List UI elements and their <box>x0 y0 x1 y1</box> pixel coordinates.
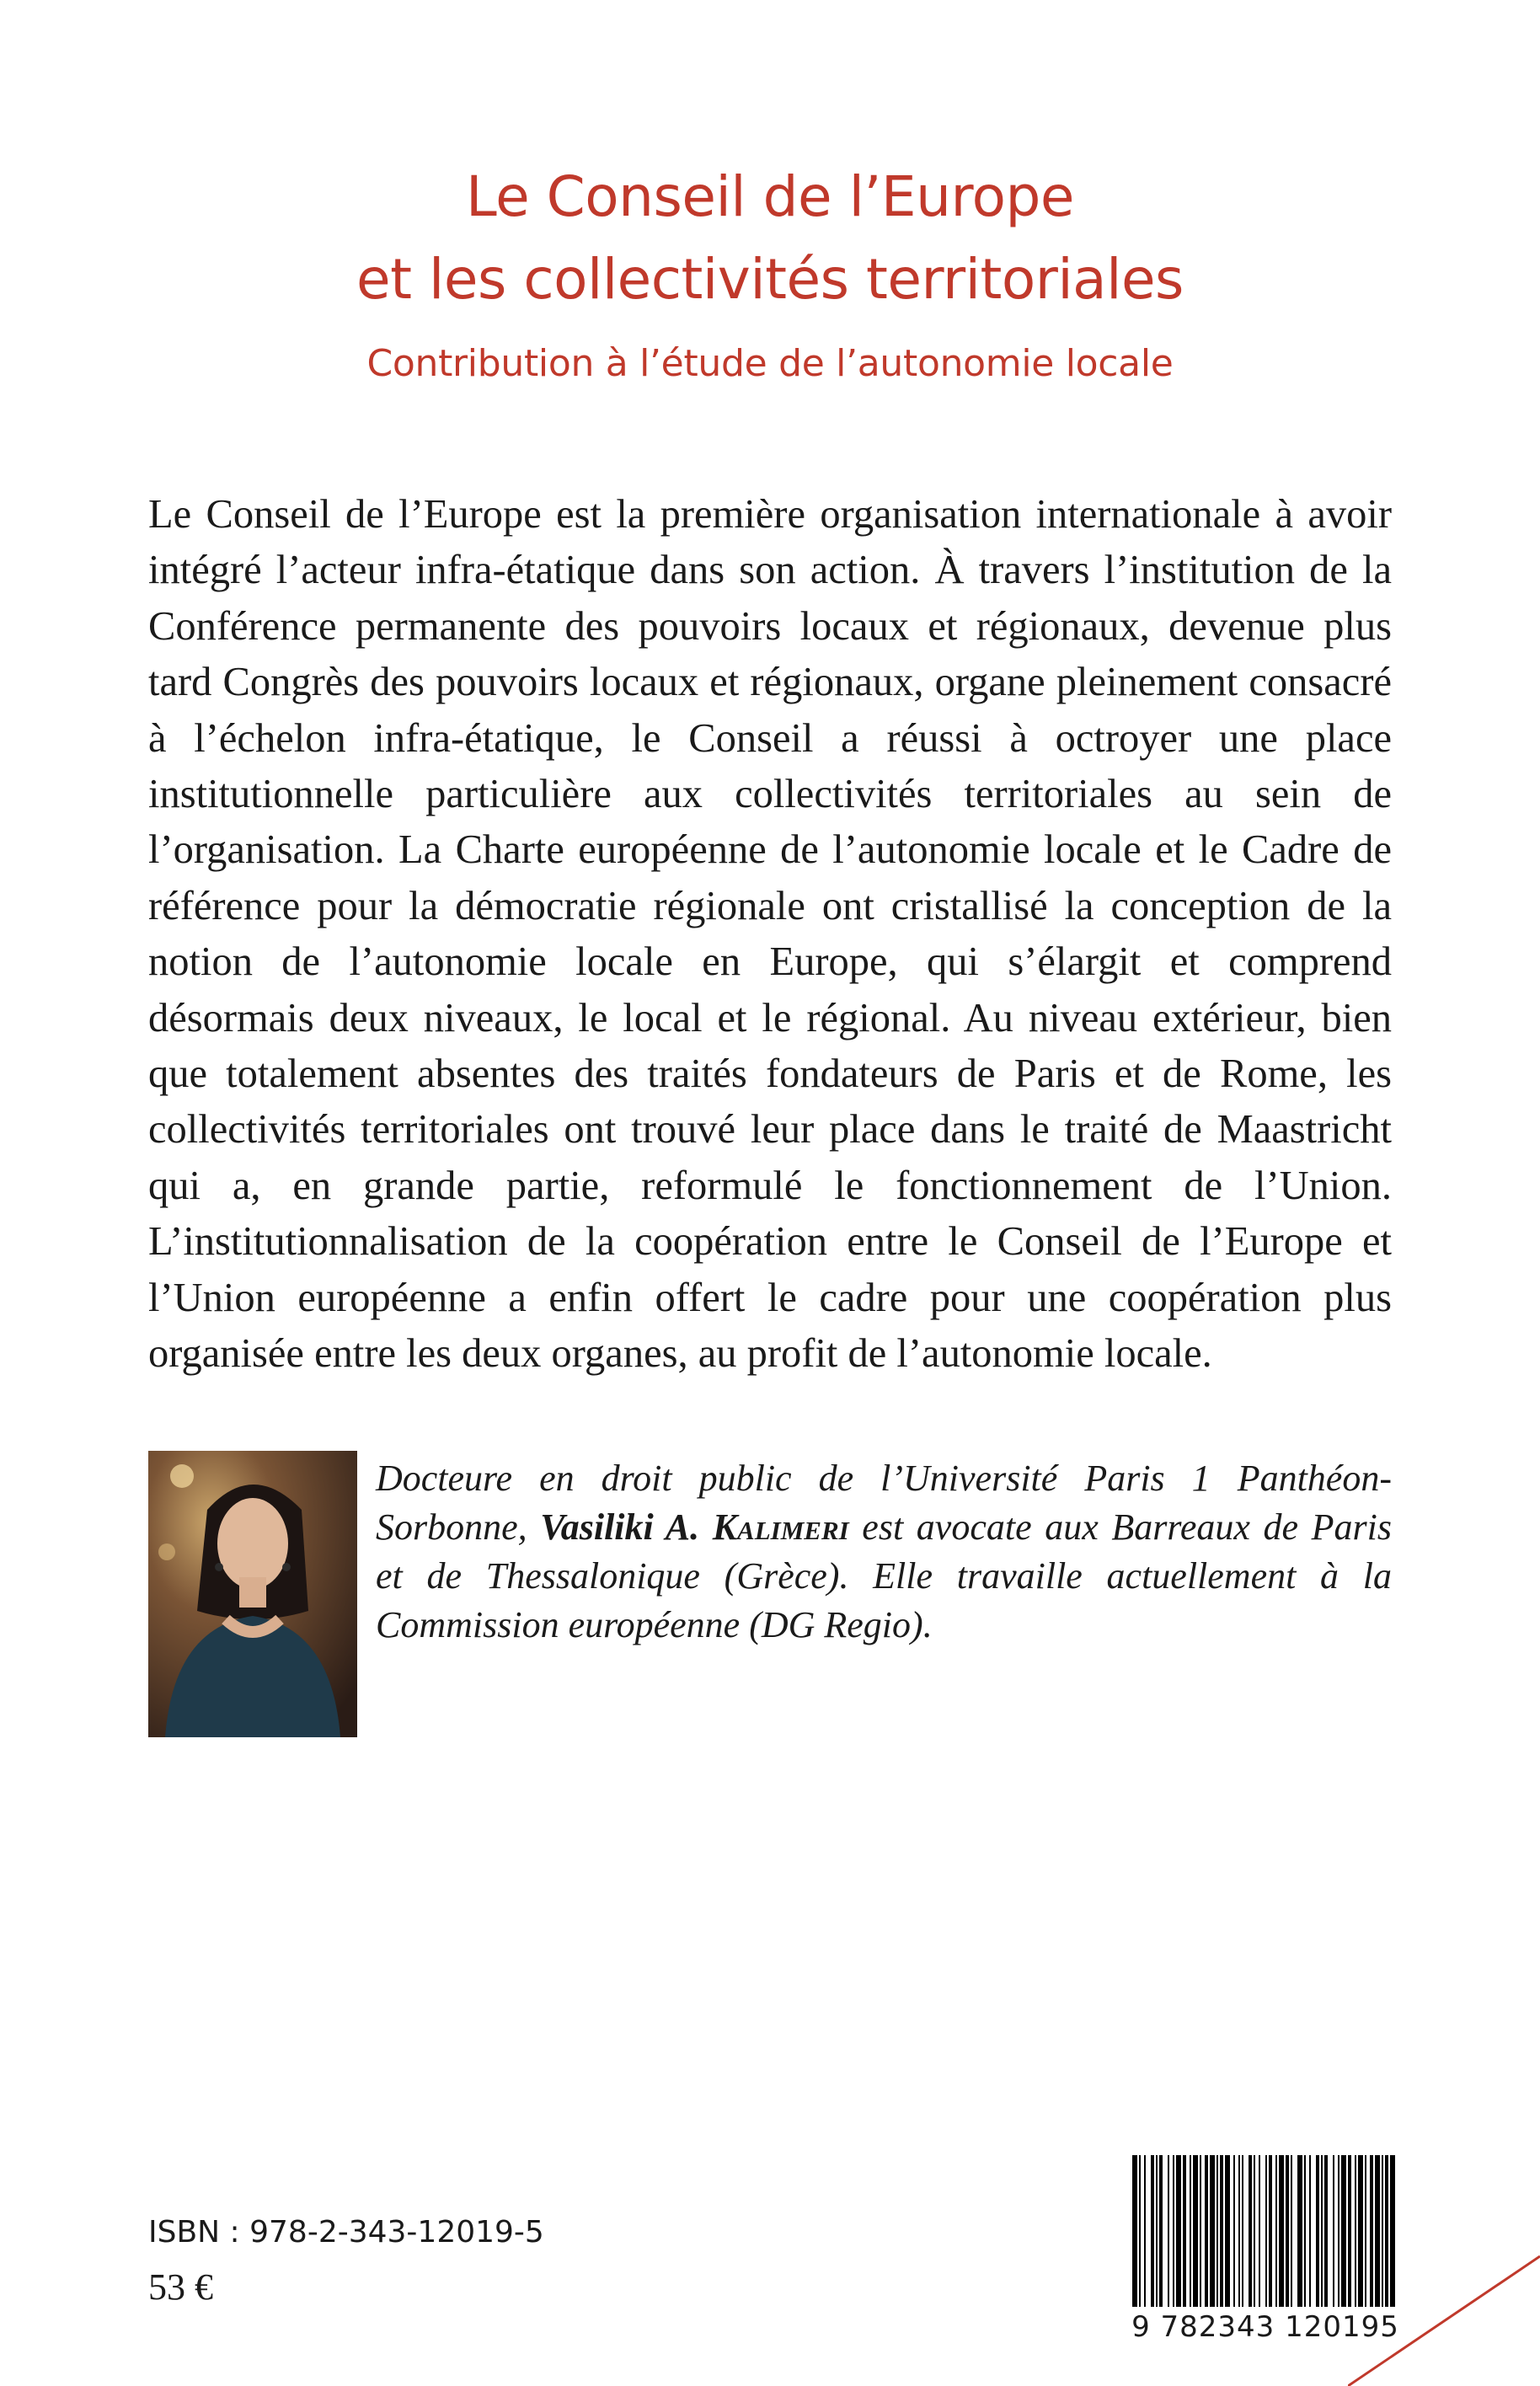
barcode-bar <box>1216 2155 1218 2307</box>
barcode-bar <box>1309 2155 1311 2307</box>
book-title-line-1: Le Conseil de l’Europe <box>465 164 1075 229</box>
barcode-bar <box>1168 2155 1169 2307</box>
barcode-bar <box>1254 2155 1255 2307</box>
barcode-bar <box>1173 2155 1174 2307</box>
barcode-bar <box>1286 2155 1289 2307</box>
author-bio-rest: est avocate aux Barreaux de Paris et de Thessalonique (Grèce). Elle travaille actuellement à la Commission européenne (DG Regio). <box>376 1506 1392 1645</box>
author-bio-intro: Docteure en droit public de l’Université Paris 1 Panthéon-Sorbonne, <box>376 1458 1392 1548</box>
barcode-bar <box>1321 2155 1323 2307</box>
barcode-bar <box>1220 2155 1223 2307</box>
barcode-bar <box>1151 2155 1154 2307</box>
barcode-bar <box>1242 2155 1243 2307</box>
barcode-bar <box>1316 2155 1319 2307</box>
barcode-bar <box>1297 2155 1302 2307</box>
barcode-bar <box>1200 2155 1201 2307</box>
author-photo <box>148 1451 357 1737</box>
book-blurb: Le Conseil de l’Europe est la première organisation internationale à avoir intégré l’acteur infra-étatique dans son action. À travers l’institution de la Conférence permanente des pouvoirs locaux et régionaux, devenue plus tard Congrès des pouvoirs locaux et régionaux, organe pleinement consacré à l’échelon infra-étatique, le Conseil a réussi à octroyer une place institutionnelle particulière aux collectivités territoriales au sein de l’organisation. La Charte européenne de l’autonomie locale et le Cadre de référence pour la démocratie régionale ont cristallisé la conception de la notion de l’autonomie locale en Europe, qui s’élargit et comprend désormais deux niveaux, le local et le régional. Au niveau extérieur, bien que totalement absentes des traités fondateurs de Paris et de Rome, les collectivités territoriales ont trouvé leur place dans le traité de Maastricht qui a, en grande partie, reformulé le fonctionnement de l’Union. L’institutionnalisation de la coopération entre le Conseil de l’Europe et l’Union européenne a enfin offert le cadre pour une coopération plus organisée entre les deux organes, au profit de l’autonomie locale. <box>148 492 1392 1377</box>
barcode-bar <box>1139 2155 1141 2307</box>
barcode-bar <box>1341 2155 1346 2307</box>
barcode-bar <box>1190 2155 1191 2307</box>
barcode-bar <box>1225 2155 1230 2307</box>
barcode-bar <box>1269 2155 1272 2307</box>
barcode-bar <box>1333 2155 1334 2307</box>
barcode-bar <box>1132 2155 1137 2307</box>
book-title-line-2: et les collectivités territoriales <box>356 247 1184 312</box>
book-subtitle: Contribution à l’étude de l’autonomie locale <box>366 342 1174 385</box>
barcode-bar <box>1265 2155 1267 2307</box>
barcode-bar <box>1291 2155 1292 2307</box>
price-label: 53 € <box>148 2266 213 2308</box>
barcode-bar <box>1259 2155 1260 2307</box>
barcode-bar <box>1279 2155 1284 2307</box>
barcode-bar <box>1233 2155 1235 2307</box>
barcode-bar <box>1304 2155 1306 2307</box>
barcode-bar <box>1338 2155 1339 2307</box>
barcode-bar <box>1183 2155 1186 2307</box>
barcode-bar <box>1156 2155 1158 2307</box>
barcode-bar <box>1193 2155 1198 2307</box>
barcode-bar <box>1210 2155 1215 2307</box>
author-last-name: Kalimeri <box>712 1506 849 1548</box>
barcode-bar <box>1205 2155 1208 2307</box>
barcode-number: 9 782343 120195 <box>1129 2310 1402 2344</box>
barcode-bar <box>1249 2155 1252 2307</box>
author-bio <box>376 1454 1392 1650</box>
isbn-label: ISBN : 978-2-343-12019-5 <box>148 2215 544 2250</box>
corner-decorative-line <box>1348 2207 1540 2386</box>
author-first-name: Vasiliki A. <box>540 1506 713 1548</box>
barcode-bar <box>1176 2155 1181 2307</box>
barcode-bar <box>1238 2155 1240 2307</box>
author-name <box>540 1506 848 1548</box>
barcode-bar <box>1275 2155 1277 2307</box>
barcode-bar <box>1159 2155 1163 2307</box>
author-portrait-image <box>148 1451 357 1737</box>
barcode-bar <box>1324 2155 1328 2307</box>
barcode-bar <box>1144 2155 1146 2307</box>
